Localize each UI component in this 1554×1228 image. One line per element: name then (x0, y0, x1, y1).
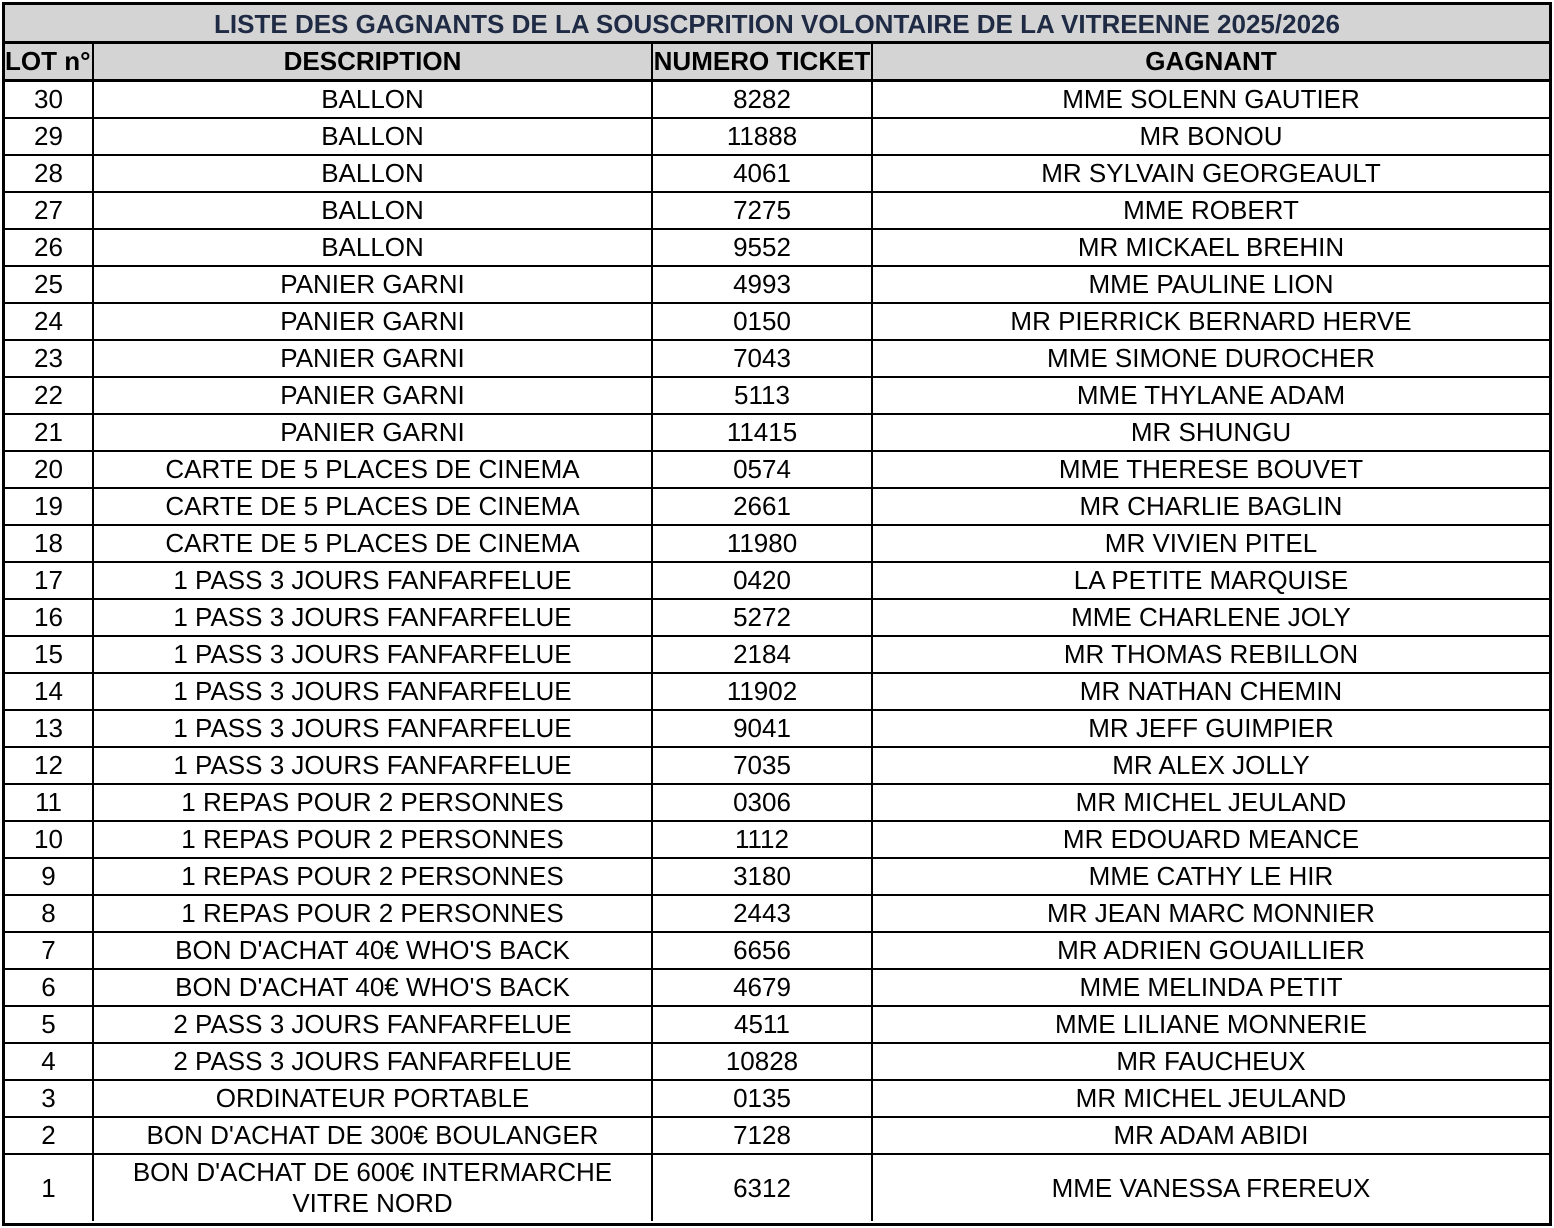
cell-ticket: 10828 (652, 1043, 872, 1080)
cell-winner: MR SHUNGU (872, 414, 1549, 451)
cell-lot: 9 (5, 858, 93, 895)
cell-ticket: 0306 (652, 784, 872, 821)
cell-ticket: 2443 (652, 895, 872, 932)
cell-ticket: 11888 (652, 118, 872, 155)
cell-lot: 13 (5, 710, 93, 747)
cell-ticket: 2661 (652, 488, 872, 525)
cell-ticket: 9041 (652, 710, 872, 747)
table-row (5, 303, 1549, 340)
cell-ticket: 7043 (652, 340, 872, 377)
table-row (5, 229, 1549, 266)
cell-lot: 28 (5, 155, 93, 192)
cell-winner: MR CHARLIE BAGLIN (872, 488, 1549, 525)
cell-lot: 20 (5, 451, 93, 488)
table-row (5, 340, 1549, 377)
table-row (5, 525, 1549, 562)
cell-winner: MME SIMONE DUROCHER (872, 340, 1549, 377)
table-row (5, 1006, 1549, 1043)
cell-description: BALLON (93, 155, 652, 192)
cell-winner: MR MICKAEL BREHIN (872, 229, 1549, 266)
cell-lot: 14 (5, 673, 93, 710)
cell-lot: 6 (5, 969, 93, 1006)
cell-lot: 24 (5, 303, 93, 340)
cell-lot: 18 (5, 525, 93, 562)
table-row (5, 562, 1549, 599)
cell-winner: MME SOLENN GAUTIER (872, 81, 1549, 119)
cell-winner: MR FAUCHEUX (872, 1043, 1549, 1080)
cell-lot: 11 (5, 784, 93, 821)
header-ticket: NUMERO TICKET (652, 44, 872, 81)
table-row (5, 1080, 1549, 1117)
cell-winner: MME LILIANE MONNERIE (872, 1006, 1549, 1043)
cell-lot: 30 (5, 81, 93, 119)
cell-lot: 21 (5, 414, 93, 451)
winners-table (5, 44, 1549, 1221)
cell-ticket: 4679 (652, 969, 872, 1006)
cell-ticket: 6656 (652, 932, 872, 969)
cell-winner: MR THOMAS REBILLON (872, 636, 1549, 673)
cell-lot: 3 (5, 1080, 93, 1117)
cell-ticket: 4993 (652, 266, 872, 303)
cell-lot: 1 (5, 1154, 93, 1221)
cell-ticket: 4061 (652, 155, 872, 192)
cell-ticket: 0420 (652, 562, 872, 599)
cell-description: BALLON (93, 118, 652, 155)
cell-description: CARTE DE 5 PLACES DE CINEMA (93, 525, 652, 562)
cell-lot: 4 (5, 1043, 93, 1080)
cell-lot: 7 (5, 932, 93, 969)
cell-lot: 22 (5, 377, 93, 414)
table-row (5, 636, 1549, 673)
cell-lot: 5 (5, 1006, 93, 1043)
table-row (5, 192, 1549, 229)
table-row (5, 1043, 1549, 1080)
cell-winner: MR SYLVAIN GEORGEAULT (872, 155, 1549, 192)
cell-ticket: 2184 (652, 636, 872, 673)
table-row (5, 599, 1549, 636)
cell-description: PANIER GARNI (93, 303, 652, 340)
cell-ticket: 8282 (652, 81, 872, 119)
cell-description: BALLON (93, 81, 652, 119)
cell-lot: 25 (5, 266, 93, 303)
cell-description: PANIER GARNI (93, 340, 652, 377)
table-row (5, 155, 1549, 192)
cell-winner: MR JEFF GUIMPIER (872, 710, 1549, 747)
table-row (5, 377, 1549, 414)
cell-ticket: 3180 (652, 858, 872, 895)
cell-lot: 19 (5, 488, 93, 525)
cell-ticket: 1112 (652, 821, 872, 858)
cell-winner: MR JEAN MARC MONNIER (872, 895, 1549, 932)
cell-description: 1 REPAS POUR 2 PERSONNES (93, 895, 652, 932)
cell-description: BON D'ACHAT 40€ WHO'S BACK (93, 932, 652, 969)
cell-winner: MR PIERRICK BERNARD HERVE (872, 303, 1549, 340)
cell-ticket: 0150 (652, 303, 872, 340)
cell-winner: MR VIVIEN PITEL (872, 525, 1549, 562)
winners-sheet (2, 2, 1552, 1226)
cell-ticket: 0574 (652, 451, 872, 488)
cell-description: 1 PASS 3 JOURS FANFARFELUE (93, 747, 652, 784)
table-row (5, 784, 1549, 821)
cell-ticket: 11902 (652, 673, 872, 710)
cell-lot: 16 (5, 599, 93, 636)
cell-winner: MME ROBERT (872, 192, 1549, 229)
table-row (5, 895, 1549, 932)
cell-lot: 29 (5, 118, 93, 155)
cell-ticket: 6312 (652, 1154, 872, 1221)
table-row (5, 710, 1549, 747)
cell-description: 1 PASS 3 JOURS FANFARFELUE (93, 673, 652, 710)
cell-description: 2 PASS 3 JOURS FANFARFELUE (93, 1006, 652, 1043)
cell-lot: 12 (5, 747, 93, 784)
cell-winner: MR MICHEL JEULAND (872, 1080, 1549, 1117)
cell-winner: MR EDOUARD MEANCE (872, 821, 1549, 858)
cell-description: BON D'ACHAT DE 300€ BOULANGER (93, 1117, 652, 1154)
cell-lot: 27 (5, 192, 93, 229)
cell-lot: 26 (5, 229, 93, 266)
table-row (5, 673, 1549, 710)
cell-winner: MR ADRIEN GOUAILLIER (872, 932, 1549, 969)
cell-description: CARTE DE 5 PLACES DE CINEMA (93, 451, 652, 488)
table-row (5, 414, 1549, 451)
table-row (5, 1154, 1549, 1221)
cell-description: 1 PASS 3 JOURS FANFARFELUE (93, 636, 652, 673)
cell-ticket: 4511 (652, 1006, 872, 1043)
cell-winner: MME CATHY LE HIR (872, 858, 1549, 895)
cell-lot: 8 (5, 895, 93, 932)
cell-lot: 17 (5, 562, 93, 599)
cell-description: PANIER GARNI (93, 414, 652, 451)
cell-ticket: 9552 (652, 229, 872, 266)
cell-winner: MR MICHEL JEULAND (872, 784, 1549, 821)
cell-ticket: 7275 (652, 192, 872, 229)
cell-winner: MR ALEX JOLLY (872, 747, 1549, 784)
cell-winner: MME VANESSA FREREUX (872, 1154, 1549, 1221)
table-row (5, 932, 1549, 969)
cell-description: PANIER GARNI (93, 266, 652, 303)
table-row (5, 81, 1549, 119)
cell-lot: 23 (5, 340, 93, 377)
cell-description: BALLON (93, 192, 652, 229)
table-row (5, 266, 1549, 303)
cell-winner: MME MELINDA PETIT (872, 969, 1549, 1006)
table-row (5, 858, 1549, 895)
cell-description: BON D'ACHAT DE 600€ INTERMARCHE VITRE NORD (93, 1154, 652, 1221)
cell-description: 1 PASS 3 JOURS FANFARFELUE (93, 562, 652, 599)
table-row (5, 821, 1549, 858)
table-row (5, 747, 1549, 784)
table-row (5, 1117, 1549, 1154)
cell-ticket: 11980 (652, 525, 872, 562)
cell-description: BON D'ACHAT 40€ WHO'S BACK (93, 969, 652, 1006)
table-row (5, 118, 1549, 155)
cell-ticket: 5113 (652, 377, 872, 414)
header-lot: LOT n° (5, 44, 93, 81)
cell-ticket: 7128 (652, 1117, 872, 1154)
cell-description: ORDINATEUR PORTABLE (93, 1080, 652, 1117)
header-description: DESCRIPTION (93, 44, 652, 81)
cell-winner: MR BONOU (872, 118, 1549, 155)
cell-lot: 2 (5, 1117, 93, 1154)
cell-winner: MME CHARLENE JOLY (872, 599, 1549, 636)
cell-winner: MME THYLANE ADAM (872, 377, 1549, 414)
cell-description: 2 PASS 3 JOURS FANFARFELUE (93, 1043, 652, 1080)
cell-ticket: 5272 (652, 599, 872, 636)
cell-ticket: 0135 (652, 1080, 872, 1117)
cell-winner: MME THERESE BOUVET (872, 451, 1549, 488)
table-row (5, 969, 1549, 1006)
cell-description: 1 REPAS POUR 2 PERSONNES (93, 858, 652, 895)
cell-description: PANIER GARNI (93, 377, 652, 414)
table-row (5, 451, 1549, 488)
cell-ticket: 7035 (652, 747, 872, 784)
cell-ticket: 11415 (652, 414, 872, 451)
cell-description: 1 REPAS POUR 2 PERSONNES (93, 821, 652, 858)
cell-winner: LA PETITE MARQUISE (872, 562, 1549, 599)
cell-winner: MR NATHAN CHEMIN (872, 673, 1549, 710)
cell-description: BALLON (93, 229, 652, 266)
cell-description: 1 PASS 3 JOURS FANFARFELUE (93, 599, 652, 636)
sheet-title: LISTE DES GAGNANTS DE LA SOUSCPRITION VOLONTAIRE DE LA VITREENNE 2025/2026 (5, 5, 1549, 44)
header-row (5, 44, 1549, 81)
cell-winner: MME PAULINE LION (872, 266, 1549, 303)
cell-description: CARTE DE 5 PLACES DE CINEMA (93, 488, 652, 525)
cell-lot: 15 (5, 636, 93, 673)
cell-description: 1 PASS 3 JOURS FANFARFELUE (93, 710, 652, 747)
cell-winner: MR ADAM ABIDI (872, 1117, 1549, 1154)
header-winner: GAGNANT (872, 44, 1549, 81)
table-row (5, 488, 1549, 525)
cell-description: 1 REPAS POUR 2 PERSONNES (93, 784, 652, 821)
cell-lot: 10 (5, 821, 93, 858)
